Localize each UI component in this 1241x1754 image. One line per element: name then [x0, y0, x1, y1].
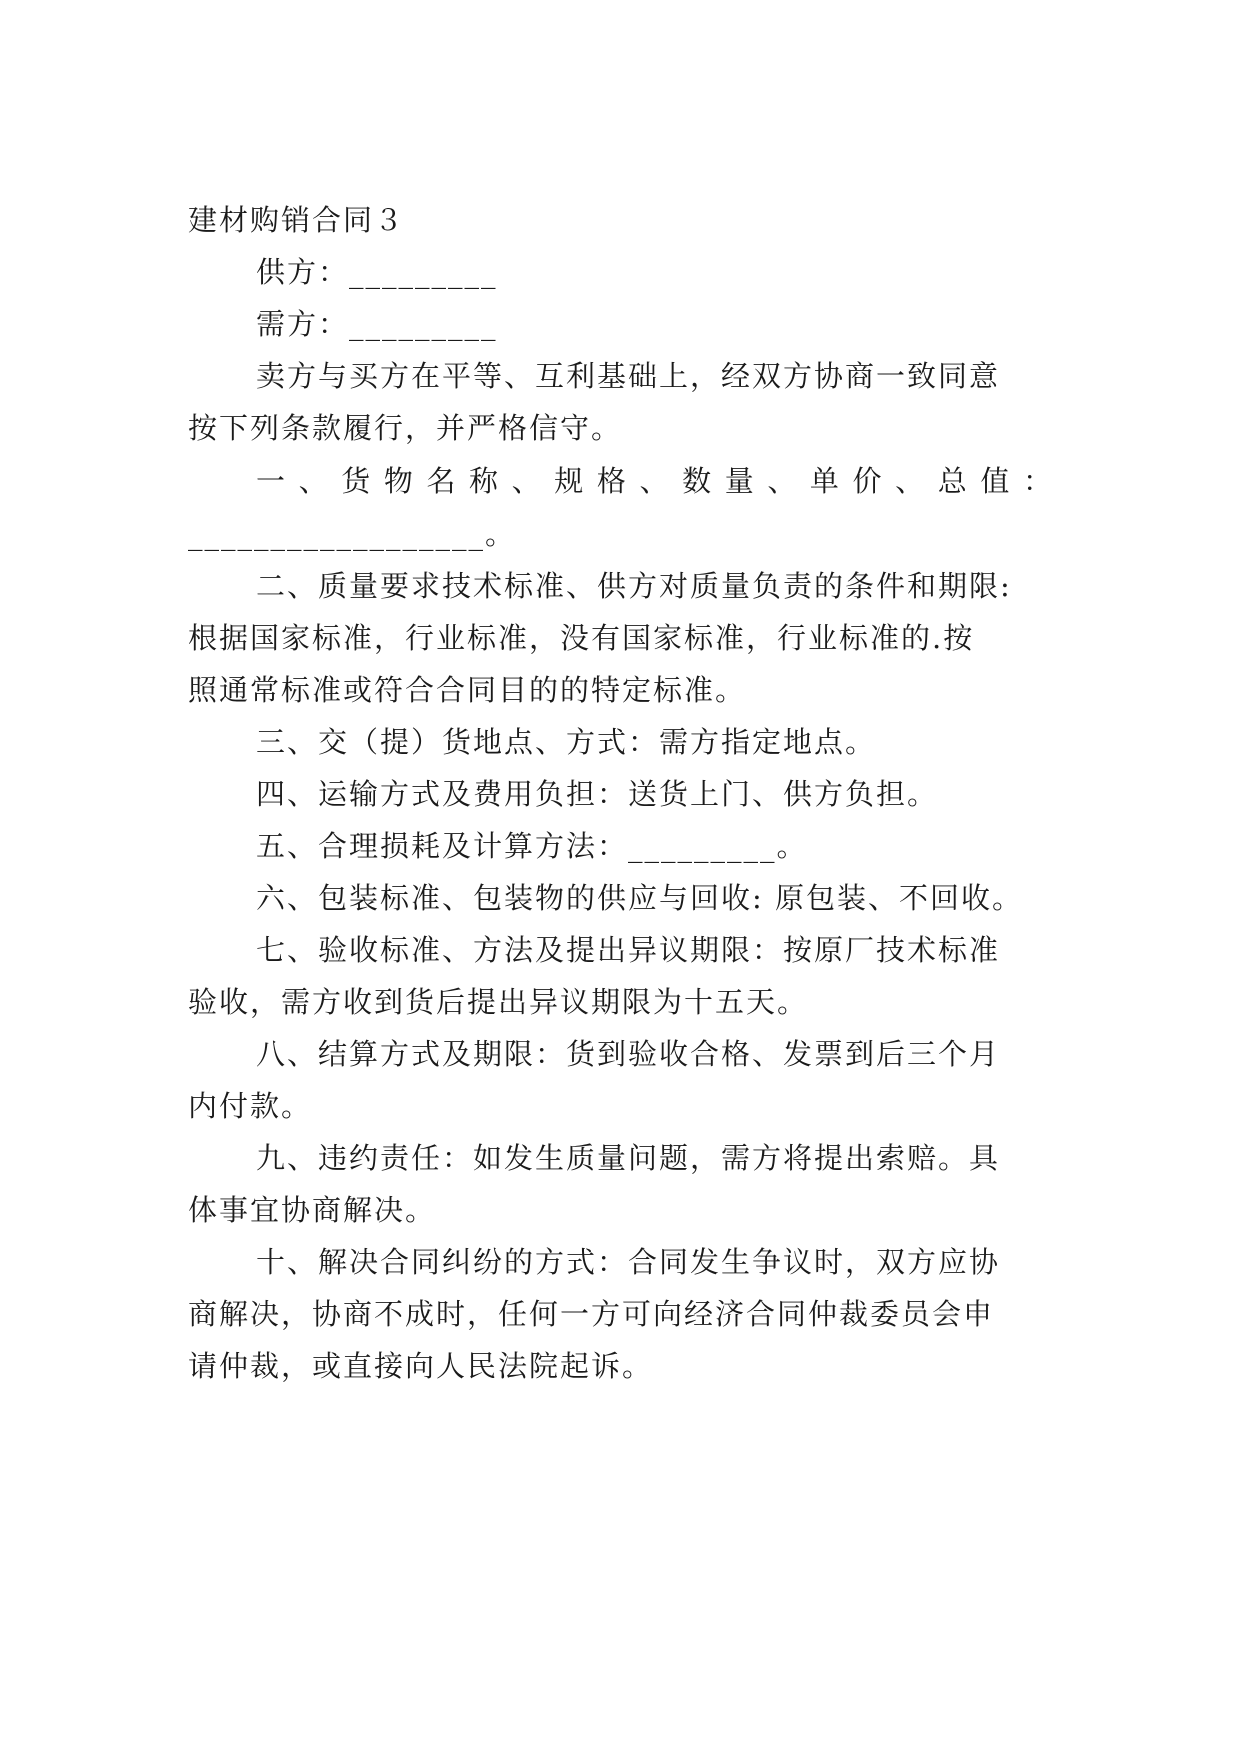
clause1-char: 一: [256, 464, 288, 498]
clause1-char: 、: [298, 464, 330, 498]
clause1-char: 单: [809, 464, 841, 498]
clause1-char: 物: [383, 464, 415, 498]
clause1-char: ：: [1022, 464, 1054, 498]
clause1-char: 数: [682, 464, 714, 498]
clause1-char: 、: [639, 464, 671, 498]
clause6-line: 六、包装标准、包装物的供应与回收: 原包装、不回收。: [256, 881, 1023, 915]
clause3-line: 三、交（提）货地点、方式：需方指定地点。: [256, 725, 877, 759]
clause1-char: 、: [511, 464, 543, 498]
clause1-heading: [256, 463, 1054, 499]
document-title: 建材购销合同３: [188, 203, 406, 237]
clause1-char: 名: [426, 464, 458, 498]
clause2-line-2: 根据国家标准，行业标准，没有国家标准，行业标准的.按: [188, 621, 975, 655]
clause1-blank-line: __________________。: [188, 517, 517, 551]
clause9-line-1: 九、违约责任：如发生质量问题，需方将提出索赔。具: [256, 1141, 1001, 1175]
clause1-char: 称: [469, 464, 501, 498]
clause1-char: 规: [554, 464, 586, 498]
clause1-char: 总: [937, 464, 969, 498]
supplier-line: 供方：_________: [256, 255, 498, 289]
clause10-line-1: 十、解决合同纠纷的方式：合同发生争议时，双方应协: [256, 1245, 1001, 1279]
clause2-line-3: 照通常标准或符合合同目的的特定标准。: [188, 673, 747, 707]
document-page: [188, 0, 1054, 1754]
clause1-char: 值: [980, 464, 1012, 498]
clause8-line-1: 八、结算方式及期限：货到验收合格、发票到后三个月: [256, 1037, 1001, 1071]
clause8-line-2: 内付款。: [188, 1089, 313, 1123]
clause4-line: 四、运输方式及费用负担：送货上门、供方负担。: [256, 777, 939, 811]
clause9-line-2: 体事宜协商解决。: [188, 1193, 437, 1227]
intro-line-2: 按下列条款履行，并严格信守。: [188, 411, 623, 445]
clause1-char: 、: [895, 464, 927, 498]
clause1-char: 货: [341, 464, 373, 498]
clause1-char: 、: [767, 464, 799, 498]
clause1-char: 量: [724, 464, 756, 498]
clause2-line-1: 二、质量要求技术标准、供方对质量负责的条件和期限:: [256, 569, 1012, 603]
clause10-line-3: 请仲裁，或直接向人民法院起诉。: [188, 1349, 654, 1383]
clause5-line: 五、合理损耗及计算方法：_________。: [256, 829, 808, 863]
clause7-line-1: 七、验收标准、方法及提出异议期限：按原厂技术标准: [256, 933, 1001, 967]
clause7-line-2: 验收，需方收到货后提出异议期限为十五天。: [188, 985, 809, 1019]
clause1-char: 价: [852, 464, 884, 498]
clause1-char: 格: [596, 464, 628, 498]
buyer-line: 需方：_________: [256, 307, 498, 341]
intro-line-1: 卖方与买方在平等、互利基础上，经双方协商一致同意: [256, 359, 1001, 393]
clause10-line-2: 商解决，协商不成时，任何一方可向经济合同仲裁委员会申: [188, 1297, 995, 1331]
